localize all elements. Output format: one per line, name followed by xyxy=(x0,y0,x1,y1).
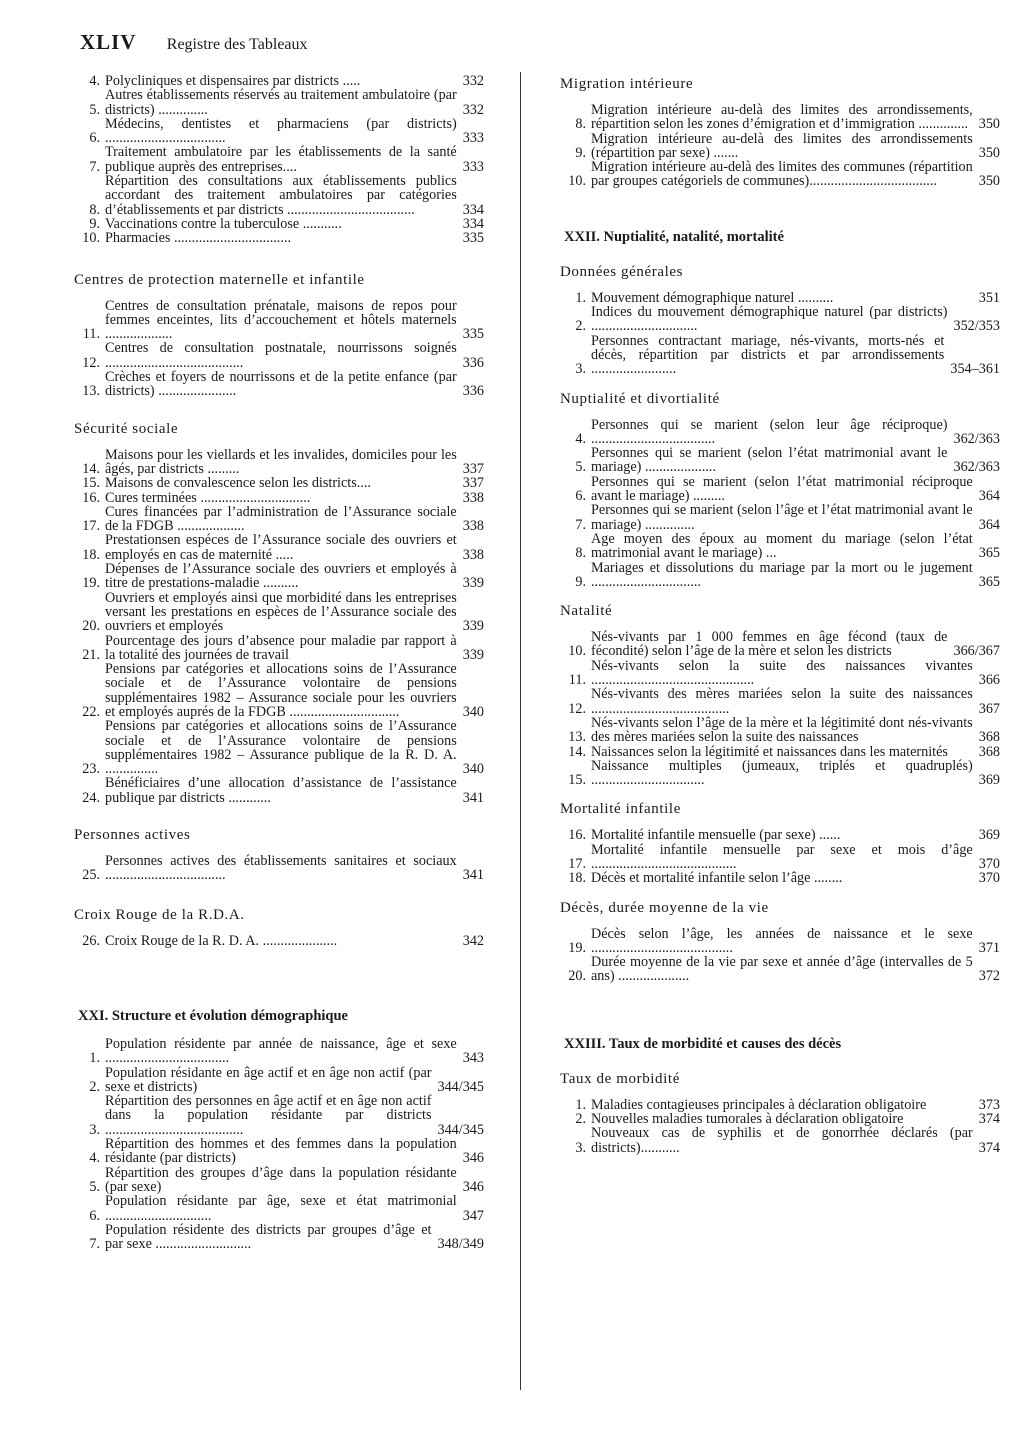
toc-entry[interactable] xyxy=(560,532,1000,561)
entry-page: 336 xyxy=(462,383,484,400)
entry-title: Personnes qui se marient (selon l’état matrimonial avant le mariage) .................... xyxy=(591,446,948,475)
toc-entry[interactable] xyxy=(560,1098,1000,1112)
section-heading: Natalité xyxy=(560,603,613,620)
toc-entry[interactable] xyxy=(560,716,1000,745)
entry-number: 6. xyxy=(575,488,586,505)
section-heading: Croix Rouge de la R.D.A. xyxy=(74,906,245,923)
entry-number: 17. xyxy=(82,518,100,535)
entry-number: 5. xyxy=(89,1178,100,1195)
page-number: XLIV xyxy=(80,30,137,54)
entry-page: 338 xyxy=(462,546,484,563)
entry-title: Personnes qui se marient (selon l’âge et l’état matrimonial avant le mariage) .............. xyxy=(591,503,973,532)
entry-number: 20. xyxy=(568,968,586,985)
entry-title: Age moyen des époux au moment du mariage (selon l’état matrimonial avant le mariage) ... xyxy=(591,531,973,561)
entry-title: Centres de consultation postnatale, nourrissons soignés ....................................... xyxy=(105,341,457,371)
toc-entry[interactable] xyxy=(74,533,484,562)
toc-section xyxy=(74,1008,484,1251)
entry-page: 350 xyxy=(978,173,1000,190)
toc-entry[interactable] xyxy=(74,231,484,245)
entry-number: 12. xyxy=(82,354,100,371)
toc-entry[interactable] xyxy=(74,1037,484,1066)
entry-page: 335 xyxy=(462,230,484,247)
entry-number: 4. xyxy=(89,1150,100,1167)
chapter-heading: XXI. Structure et évolution démographique xyxy=(78,1007,348,1024)
entry-title: Pensions par catégories et allocations soins de l’Assurance sociale et de l’Assurance volontaire de pensions supplémentaires 1982 – Assurance sociale pour les ouvriers et employés auprés de la FDGB ............................... xyxy=(105,662,457,720)
toc-entry[interactable] xyxy=(560,103,1000,132)
section-heading: Sécurité sociale xyxy=(74,420,179,437)
entry-page: 374 xyxy=(978,1139,1000,1156)
toc-entry[interactable] xyxy=(74,776,484,805)
toc-entry[interactable] xyxy=(560,475,1000,504)
entry-title: Personnes qui se marient (selon l’état matrimonial réciproque avant le mariage) ......... xyxy=(591,474,973,504)
toc-section xyxy=(74,272,484,399)
entry-number: 8. xyxy=(575,116,586,133)
toc-entry[interactable] xyxy=(74,217,484,231)
entry-number: 23. xyxy=(82,761,100,778)
entry-page: 340 xyxy=(462,703,484,720)
entry-number: 11. xyxy=(82,326,100,343)
entry-page: 348/349 xyxy=(437,1236,484,1253)
toc-entry[interactable] xyxy=(560,955,1000,984)
entry-title: Mariages et dissolutions du mariage par la mort ou le jugement ............................... xyxy=(591,560,973,590)
entry-page: 364 xyxy=(978,488,1000,505)
toc-entry[interactable] xyxy=(74,74,484,88)
entry-page: 338 xyxy=(462,518,484,535)
entry-number: 1. xyxy=(89,1050,100,1067)
entry-page: 337 xyxy=(462,460,484,477)
entry-page: 339 xyxy=(462,618,484,635)
entry-title: Mortalité infantile mensuelle par sexe et mois d’âge ......................................... xyxy=(591,842,973,872)
toc-entry[interactable] xyxy=(74,174,484,217)
toc-section xyxy=(74,74,484,246)
entry-title: Population résidante en âge actif et en âge non actif (par sexe et districts) xyxy=(105,1065,432,1095)
entry-page: 370 xyxy=(978,855,1000,872)
entry-title: Naissance multiples (jumeaux, triplés et quadruplés) ................................ xyxy=(591,758,973,788)
entry-page: 342 xyxy=(462,932,484,949)
toc-entry[interactable] xyxy=(560,503,1000,532)
entry-title: Pourcentage des jours d’absence pour maladie par rapport à la totalité des journées de travail xyxy=(105,633,457,663)
entry-page: 336 xyxy=(462,354,484,371)
entry-page: 352/353 xyxy=(953,318,1000,335)
entry-page: 368 xyxy=(978,743,1000,760)
right-column xyxy=(560,68,1000,1169)
entry-page: 333 xyxy=(462,130,484,147)
entry-title: Répartition des hommes et des femmes dans la population résidante (par districts) xyxy=(105,1137,457,1166)
toc-entry[interactable] xyxy=(74,1166,484,1195)
entry-page: 369 xyxy=(978,827,1000,844)
chapter-heading: XXII. Nuptialité, natalité, mortalité xyxy=(564,228,784,245)
entry-page: 368 xyxy=(978,729,1000,746)
entry-title: Autres établissements réservés au traitement ambulatoire (par districts) .............. xyxy=(105,88,457,117)
entry-number: 11. xyxy=(568,672,586,689)
toc-entry[interactable] xyxy=(74,591,484,634)
entry-number: 18. xyxy=(82,546,100,563)
entry-page: 346 xyxy=(462,1178,484,1195)
entry-page: 341 xyxy=(462,867,484,884)
entry-page: 344/345 xyxy=(437,1078,484,1095)
entry-page: 333 xyxy=(462,158,484,175)
entry-page: 350 xyxy=(978,116,1000,133)
running-title: Registre des Tableaux xyxy=(166,36,308,53)
entry-page: 334 xyxy=(462,215,484,232)
entry-number: 24. xyxy=(82,789,100,806)
entry-title: Répartition des consultations aux établissements publics accordant des traitement ambulatoires par catégories d’établissements et par districts .................................... xyxy=(105,174,457,217)
entry-page: 371 xyxy=(978,939,1000,956)
entry-title: Vaccinations contre la tuberculose ........... xyxy=(105,216,342,232)
entry-number: 16. xyxy=(82,489,100,506)
entry-number: 14. xyxy=(82,460,100,477)
toc-entry[interactable] xyxy=(74,1223,484,1252)
toc-entry[interactable] xyxy=(74,341,484,370)
entry-page: 362/363 xyxy=(953,459,1000,476)
entry-page: 367 xyxy=(978,700,1000,717)
entry-number: 10. xyxy=(568,173,586,190)
entry-number: 7. xyxy=(575,516,586,533)
toc-section xyxy=(560,391,1000,590)
entry-page: 365 xyxy=(978,545,1000,562)
toc-entry[interactable] xyxy=(560,291,1000,305)
entry-title: Maisons pour les viellards et les invalides, domiciles pour les âgés, par districts ......... xyxy=(105,447,457,477)
toc-entry[interactable] xyxy=(74,1066,484,1095)
entry-page: 370 xyxy=(978,870,1000,887)
toc-entry[interactable] xyxy=(560,687,1000,716)
page-header xyxy=(80,30,308,55)
entry-number: 21. xyxy=(82,646,100,663)
entry-title: Pharmacies ................................. xyxy=(105,231,291,246)
entry-title: Nés-vivants selon l’âge de la mère et la légitimité dont nés-vivants des mères mariées selon la suite des naissances xyxy=(591,715,973,745)
toc-entry[interactable] xyxy=(560,305,1000,334)
entry-number: 10. xyxy=(568,643,586,660)
entry-title: Croix Rouge de la R. D. A. ..................... xyxy=(105,933,338,948)
section-heading: Personnes actives xyxy=(74,827,191,844)
entry-page: 343 xyxy=(462,1050,484,1067)
entry-title: Population résidante par âge, sexe et état matrimonial .............................. xyxy=(105,1194,457,1223)
entry-number: 3. xyxy=(89,1121,100,1138)
entry-number: 16. xyxy=(568,827,586,844)
toc-entry[interactable] xyxy=(74,88,484,117)
entry-title: Centres de consultation prénatale, maisons de repos pour femmes enceintes, lits d’accouchement et hôtels maternels ................... xyxy=(105,298,457,342)
entry-page: 364 xyxy=(978,516,1000,533)
entry-number: 7. xyxy=(89,1236,100,1253)
entry-number: 9. xyxy=(575,573,586,590)
entry-number: 5. xyxy=(89,101,100,118)
toc-entry[interactable] xyxy=(560,659,1000,688)
toc-section xyxy=(560,76,1000,189)
entry-title: Médecins, dentistes et pharmaciens (par districts) .................................. xyxy=(105,116,457,146)
toc-entry[interactable] xyxy=(74,145,484,174)
entry-title: Nés-vivants par 1 000 femmes en âge fécond (taux de fécondité) selon l’âge de la mère et selon les districts xyxy=(591,630,948,659)
toc-entry[interactable] xyxy=(560,561,1000,590)
entry-page: 346 xyxy=(462,1150,484,1167)
toc-entry[interactable] xyxy=(560,927,1000,956)
entry-title: Durée moyenne de la vie par sexe et année d’âge (intervalles de 5 ans) .................... xyxy=(591,955,973,984)
toc-section xyxy=(74,827,484,883)
entry-page: 335 xyxy=(462,326,484,343)
entry-page: 340 xyxy=(462,761,484,778)
entry-title: Pensions par catégories et allocations soins de l’Assurance sociale et de l’Assurance volontaire de pensions supplémentaires 1982 – Assurance publique de la R. D. A. ............... xyxy=(105,719,457,777)
toc-entry[interactable] xyxy=(74,505,484,534)
section-heading: Centres de protection maternelle et infantile xyxy=(74,271,365,288)
entry-page: 350 xyxy=(978,144,1000,161)
entry-title: Décès et mortalité infantile selon l’âge ........ xyxy=(591,871,843,886)
entry-page: 366 xyxy=(978,672,1000,689)
section-heading: Mortalité infantile xyxy=(560,801,681,818)
chapter-heading: XXIII. Taux de morbidité et causes des décès xyxy=(564,1035,842,1052)
entry-number: 20. xyxy=(82,618,100,635)
entry-number: 4. xyxy=(575,430,586,447)
entry-number: 14. xyxy=(568,743,586,760)
toc-section xyxy=(560,229,1000,246)
entry-number: 2. xyxy=(575,1111,586,1128)
section-heading: Migration intérieure xyxy=(560,76,694,92)
toc-entry[interactable] xyxy=(74,370,484,399)
toc-section xyxy=(560,1036,1000,1053)
toc-entry[interactable] xyxy=(74,662,484,719)
entry-number: 1. xyxy=(575,1096,586,1113)
entry-title: Mortalité infantile mensuelle (par sexe) ...... xyxy=(591,828,841,843)
entry-page: 347 xyxy=(462,1207,484,1224)
toc-entry[interactable] xyxy=(560,418,1000,447)
entry-page: 334 xyxy=(462,201,484,218)
entry-page: 339 xyxy=(462,646,484,663)
entry-title: Personnes actives des établissements sanitaires et sociaux .................................. xyxy=(105,854,457,883)
entry-title: Cures financées par l’administration de l’Assurance sociale de la FDGB ................... xyxy=(105,504,457,534)
toc-entry[interactable] xyxy=(74,934,484,948)
entry-title: Maisons de convalescence selon les districts.... xyxy=(105,476,371,491)
entry-page: 372 xyxy=(978,968,1000,985)
entry-page: 332 xyxy=(462,73,484,89)
toc-entry[interactable] xyxy=(74,299,484,342)
entry-number: 9. xyxy=(89,215,100,232)
entry-number: 2. xyxy=(89,1078,100,1095)
entry-number: 8. xyxy=(89,201,100,218)
entry-number: 9. xyxy=(575,144,586,161)
toc-entry[interactable] xyxy=(74,1094,484,1137)
entry-title: Répartition des personnes en âge actif et en âge non actif dans la population résidante par districts ....................................... xyxy=(105,1094,432,1138)
toc-entry[interactable] xyxy=(560,759,1000,788)
section-heading: Décès, durée moyenne de la vie xyxy=(560,899,769,916)
toc-entry[interactable] xyxy=(74,1194,484,1223)
toc-entry[interactable] xyxy=(74,634,484,663)
toc-entry[interactable] xyxy=(560,334,1000,377)
toc-section xyxy=(74,421,484,805)
entry-number: 2. xyxy=(575,318,586,335)
entry-page: 366/367 xyxy=(953,643,1000,660)
entry-number: 13. xyxy=(82,383,100,400)
toc-entry[interactable] xyxy=(74,117,484,146)
toc-section xyxy=(560,264,1000,377)
entry-title: Population résidente par année de naissance, âge et sexe ................................... xyxy=(105,1036,457,1066)
toc-entry[interactable] xyxy=(74,719,484,776)
entry-number: 13. xyxy=(568,729,586,746)
entry-title: Migration intérieure au-delà des limites des communes (répartition par groupes catégoriels de communes).................................... xyxy=(591,160,973,189)
entry-title: Traitement ambulatoire par les établissements de la santé publique auprès des entreprises.... xyxy=(105,145,457,175)
entry-title: Migration intérieure au-delà des limites des arrondissements, répartition selon les zones d’émigration et d’immigration .............. xyxy=(591,103,973,132)
toc-entry[interactable] xyxy=(560,132,1000,161)
section-heading: Nuptialité et divortialité xyxy=(560,390,720,407)
entry-number: 6. xyxy=(89,1207,100,1224)
entry-number: 17. xyxy=(568,855,586,872)
entry-title: Naissances selon la légitimité et naissances dans les maternités xyxy=(591,744,948,759)
entry-number: 3. xyxy=(575,361,586,378)
toc-entry[interactable] xyxy=(560,828,1000,842)
entry-title: Dépenses de l’Assurance sociale des ouvriers et employés à titre de prestations-maladie .......... xyxy=(105,562,457,591)
entry-page: 365 xyxy=(978,573,1000,590)
toc-entry[interactable] xyxy=(560,871,1000,885)
toc-entry[interactable] xyxy=(74,448,484,477)
section-heading: Données générales xyxy=(560,263,684,280)
entry-page: 341 xyxy=(462,789,484,806)
entry-page: 369 xyxy=(978,772,1000,789)
toc-entry[interactable] xyxy=(560,160,1000,189)
entry-title: Nouvelles maladies tumorales à déclaration obligatoire xyxy=(591,1112,904,1127)
toc-section xyxy=(560,603,1000,787)
toc-entry[interactable] xyxy=(560,1126,1000,1155)
entry-title: Population résidente des districts par groupes d’âge et par sexe ........................... xyxy=(105,1222,432,1252)
entry-page: 332 xyxy=(462,101,484,118)
entry-number: 18. xyxy=(568,870,586,887)
toc-entry[interactable] xyxy=(74,562,484,591)
entry-number: 15. xyxy=(568,772,586,789)
entry-title: Indices du mouvement démographique naturel (par districts) .............................. xyxy=(591,305,948,334)
entry-page: 339 xyxy=(462,575,484,592)
entry-page: 354–361 xyxy=(950,361,1000,378)
entry-number: 1. xyxy=(575,289,586,306)
toc-section xyxy=(560,900,1000,984)
entry-number: 4. xyxy=(89,73,100,89)
entry-title: Nés-vivants des mères mariées selon la suite des naissances ....................................... xyxy=(591,687,973,716)
entry-number: 25. xyxy=(82,867,100,884)
entry-number: 7. xyxy=(89,158,100,175)
section-heading: Taux de morbidité xyxy=(560,1070,680,1087)
entry-title: Polycliniques et dispensaires par districts ..... xyxy=(105,74,361,89)
entry-title: Nouveaux cas de syphilis et de gonorrhée déclarés (par districts)........... xyxy=(591,1126,973,1155)
entry-page: 373 xyxy=(978,1096,1000,1113)
entry-page: 374 xyxy=(978,1111,1000,1128)
entry-number: 12. xyxy=(568,700,586,717)
entry-title: Mouvement démographique naturel .......... xyxy=(591,290,834,306)
entry-page: 338 xyxy=(462,489,484,506)
entry-number: 19. xyxy=(82,575,100,592)
entry-title: Crèches et foyers de nourrissons et de la petite enfance (par districts) ...................... xyxy=(105,370,457,399)
entry-title: Nés-vivants selon la suite des naissances vivantes .............................................. xyxy=(591,658,973,688)
left-column xyxy=(74,68,484,1265)
entry-title: Personnes contractant mariage, nés-vivants, morts-nés et décès, répartition par districts et par arrondissements ........................ xyxy=(591,333,945,377)
toc-entry[interactable] xyxy=(560,843,1000,872)
entry-number: 6. xyxy=(89,130,100,147)
toc-entry[interactable] xyxy=(74,476,484,490)
entry-title: Bénéficiaires d’une allocation d’assistance de l’assistance publique par districts ............ xyxy=(105,776,457,806)
toc-section xyxy=(560,1071,1000,1155)
toc-entry[interactable] xyxy=(74,491,484,505)
entry-title: Prestationsen espéces de l’Assurance sociale des ouvriers et employés en cas de maternité ..... xyxy=(105,533,457,563)
toc-entry[interactable] xyxy=(74,854,484,883)
entry-page: 337 xyxy=(462,475,484,492)
entry-number: 10. xyxy=(82,230,100,247)
entry-number: 3. xyxy=(575,1139,586,1156)
entry-title: Décès selon l’âge, les années de naissance et le sexe ........................................ xyxy=(591,926,973,956)
entry-number: 5. xyxy=(575,459,586,476)
entry-number: 8. xyxy=(575,545,586,562)
toc-section xyxy=(74,907,484,948)
entry-title: Ouvriers et employés ainsi que morbidité dans les entreprises versant les prestations en espèces de l’Assurance sociale des ouvriers et employés xyxy=(105,590,457,634)
toc-entry[interactable] xyxy=(560,630,1000,659)
entry-number: 15. xyxy=(82,475,100,492)
entry-page: 362/363 xyxy=(953,430,1000,447)
entry-number: 26. xyxy=(82,932,100,949)
entry-title: Répartition des groupes d’âge dans la population résidante (par sexe) xyxy=(105,1165,457,1195)
entry-title: Migration intérieure au-delà des limites des arrondissements (répartition par sexe) ....... xyxy=(591,131,973,161)
entry-number: 19. xyxy=(568,939,586,956)
entry-title: Cures terminées ............................... xyxy=(105,490,311,505)
column-divider xyxy=(520,72,521,1390)
toc-entry[interactable] xyxy=(560,1112,1000,1126)
toc-entry[interactable] xyxy=(74,1137,484,1166)
entry-page: 344/345 xyxy=(437,1121,484,1138)
toc-entry[interactable] xyxy=(560,745,1000,759)
toc-entry[interactable] xyxy=(560,446,1000,475)
toc-section xyxy=(560,801,1000,885)
entry-number: 22. xyxy=(82,703,100,720)
entry-title: Personnes qui se marient (selon leur âge réciproque) ................................... xyxy=(591,417,948,447)
entry-page: 351 xyxy=(978,289,1000,306)
entry-title: Maladies contagieuses principales à déclaration obligatoire xyxy=(591,1097,927,1113)
